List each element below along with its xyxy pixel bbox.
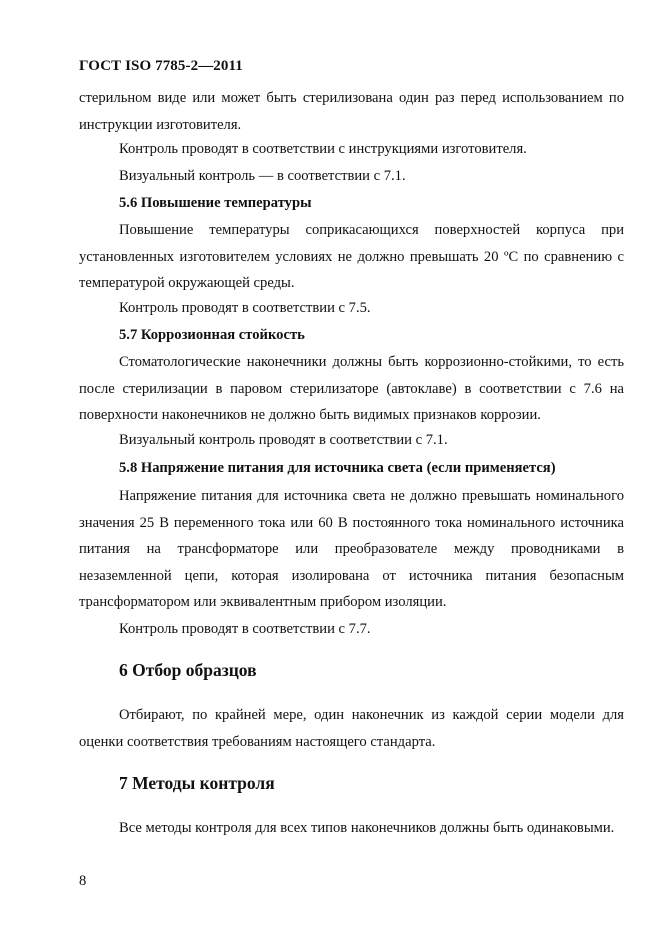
section-6-heading: 6 Отбор образцов [119, 660, 257, 680]
section-5-8-control: Контроль проводят в соответствии с 7.7. [119, 621, 371, 637]
page-number: 8 [79, 873, 87, 889]
section-7-paragraph: Все методы контроля для всех типов наконечников должны быть одинаковыми. [119, 820, 615, 836]
section-5-6-heading: 5.6 Повышение температуры [119, 195, 312, 211]
continuation-paragraph: стерильном виде или может быть стерилизована один раз перед использованием по инструкции изготовителя. [79, 90, 624, 133]
section-5-6-paragraph: Повышение температуры соприкасающихся поверхностей корпуса при установленных изготовителем условиях не должно превышать 20 ºС по сравнению с температурой окружающей среды. [79, 222, 624, 291]
section-5-8-heading: 5.8 Напряжение питания для источника света (если применяется) [119, 460, 556, 476]
section-6-paragraph: Отбирают, по крайней мере, один наконечник из каждой серии модели для оценки соответствия требованиям настоящего стандарта. [79, 707, 624, 750]
section-5-7-paragraph: Стоматологические наконечники должны быть коррозионно-стойкими, то есть после стерилизации в паровом стерилизаторе (автоклаве) в соответствии с 7.6 на поверхности наконечников не должно быть видимых признаков коррозии. [79, 354, 624, 423]
section-5-6-control: Контроль проводят в соответствии с 7.5. [119, 300, 371, 316]
section-5-8-paragraph: Напряжение питания для источника света не должно превышать номинального значения 25 В переменного тока или 60 В постоянного тока номинального источника питания на трансформаторе или преобразователе между проводниками в незаземленной цепи, которая изолирована от источника питания безопасным трансформатором или эквивалентным прибором изоляции. [79, 488, 624, 610]
document-header: ГОСТ ISO 7785-2—2011 [79, 58, 243, 74]
control-note-manufacturer: Контроль проводят в соответствии с инструкциями изготовителя. [119, 141, 527, 157]
section-5-7-heading: 5.7 Коррозионная стойкость [119, 327, 305, 343]
section-5-7-control: Визуальный контроль проводят в соответствии с 7.1. [119, 432, 448, 448]
visual-control-note: Визуальный контроль — в соответствии с 7.1. [119, 168, 406, 184]
section-7-heading: 7 Методы контроля [119, 773, 275, 793]
